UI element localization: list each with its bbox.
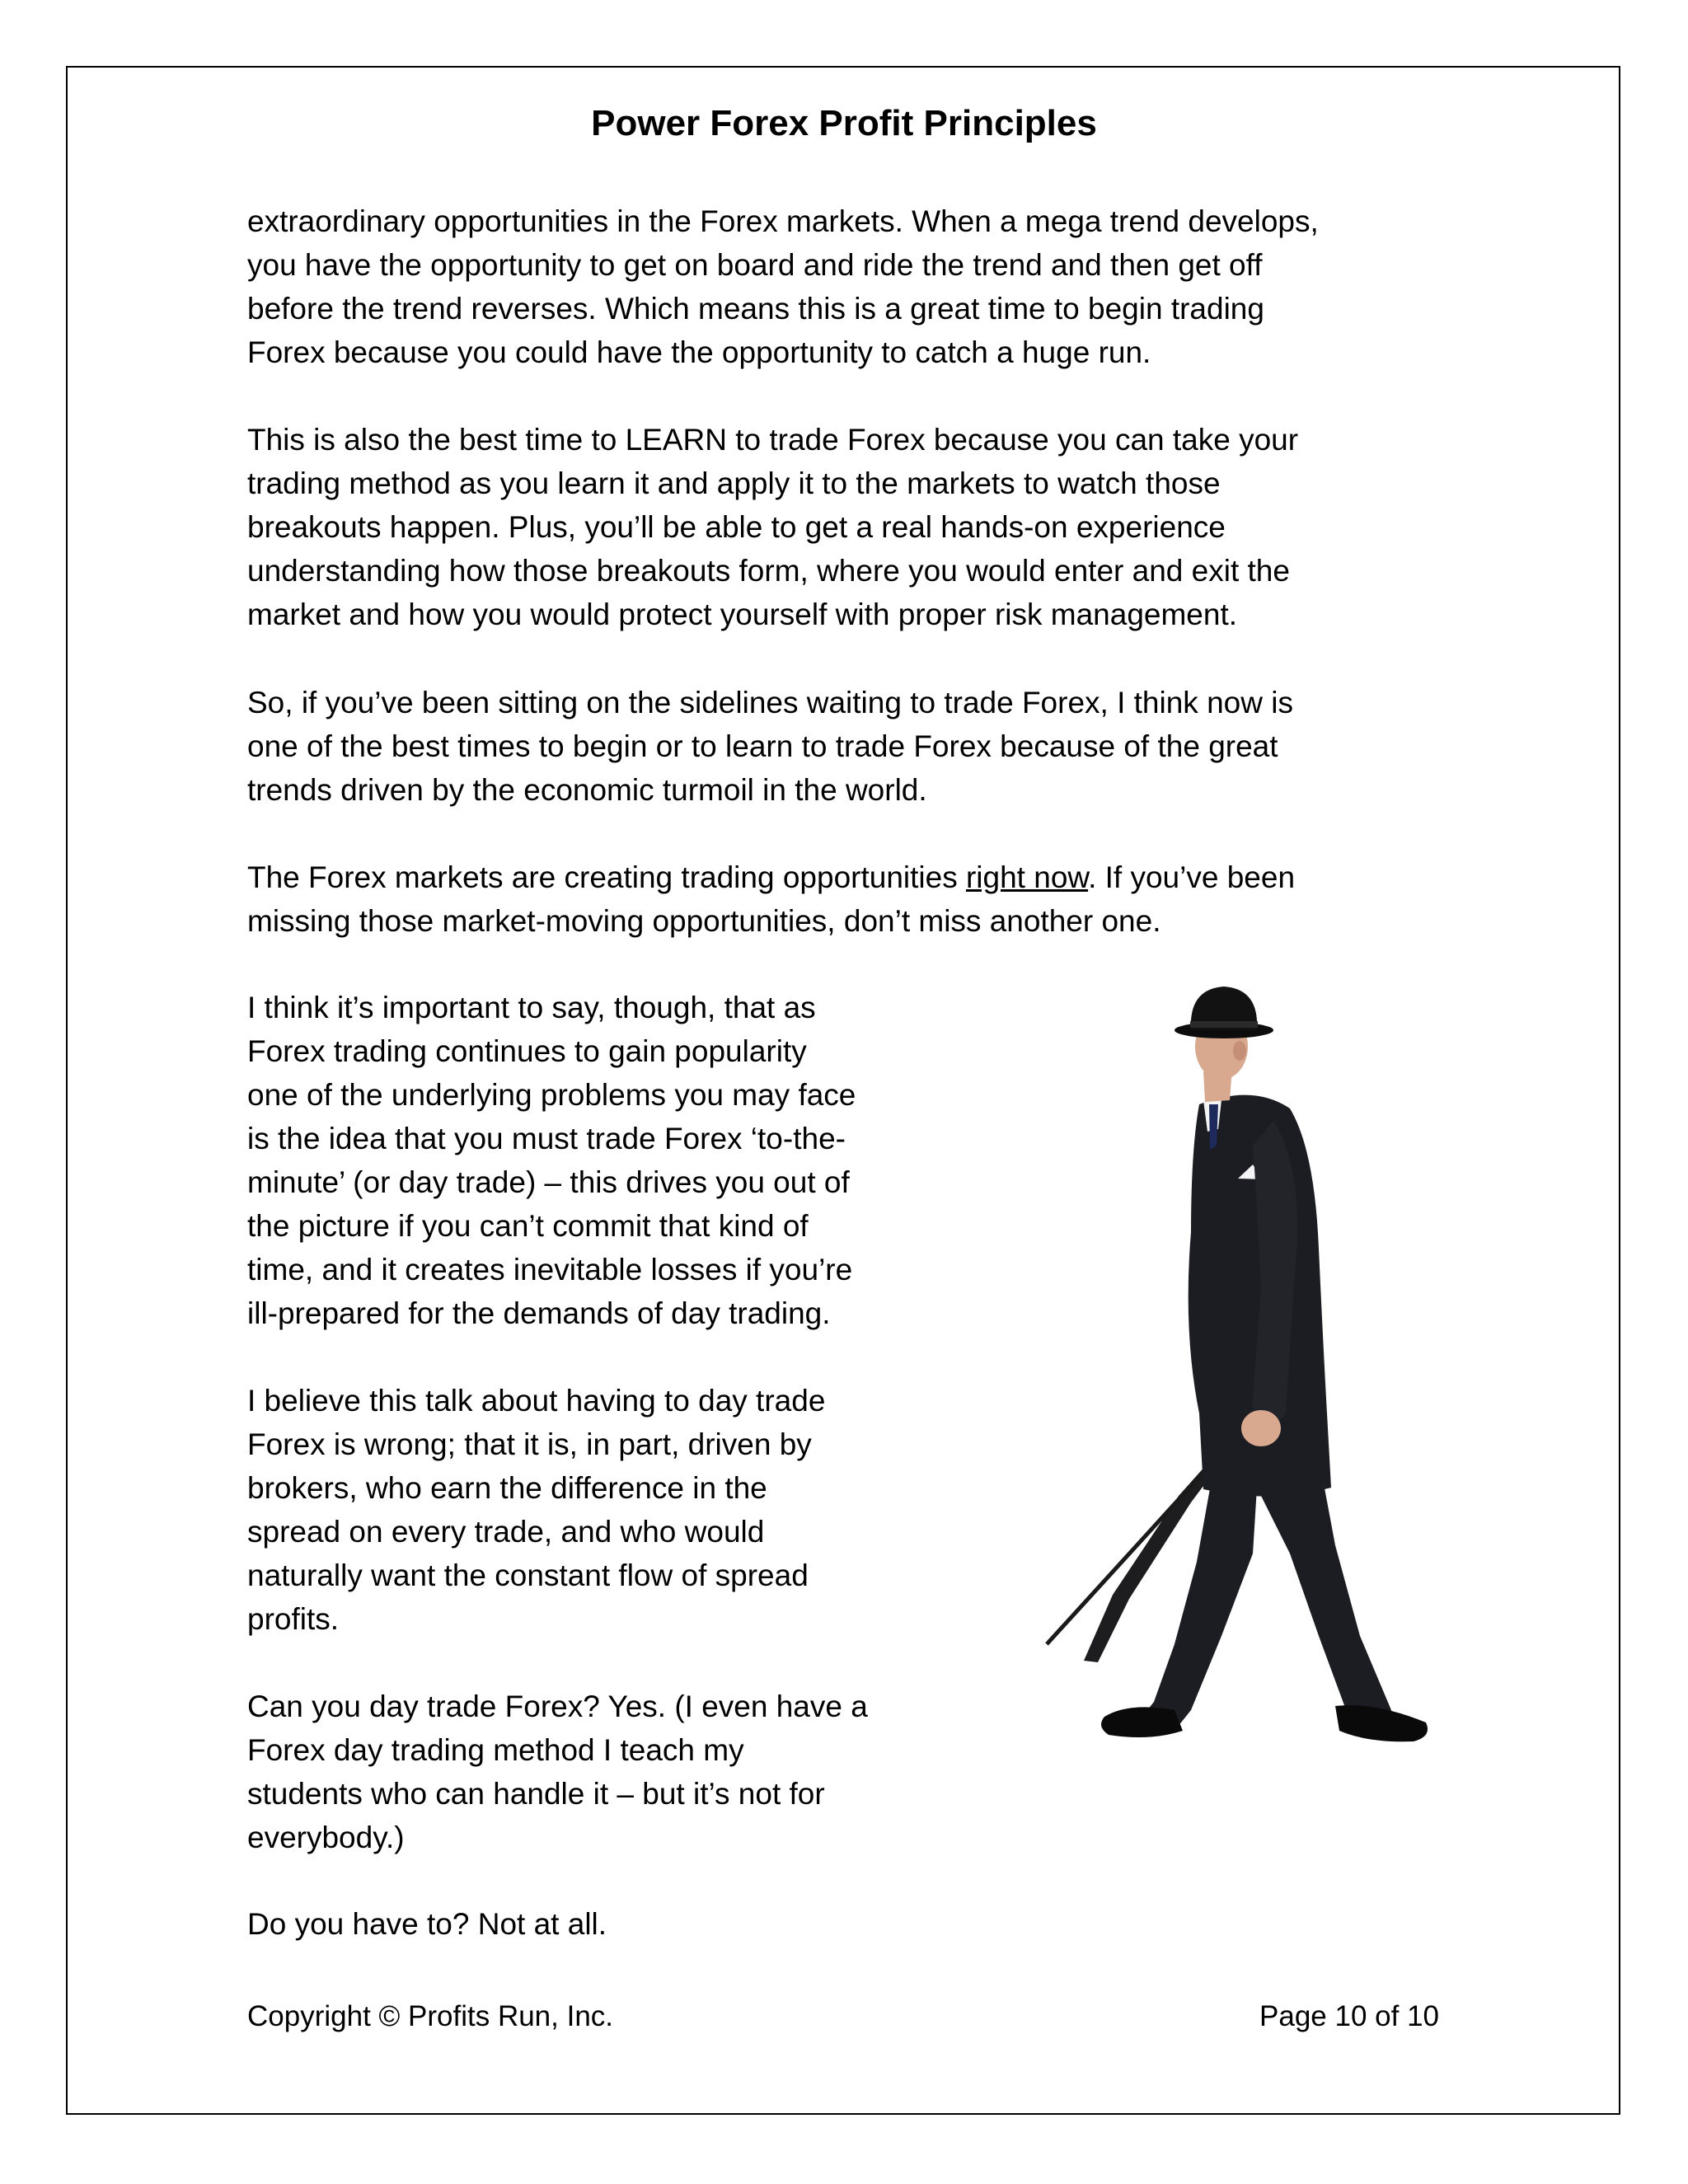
paragraph-3 xyxy=(247,681,1293,812)
footer-copyright: Copyright © Profits Run, Inc. xyxy=(247,2000,614,2032)
text-line: profits. xyxy=(247,1602,340,1636)
text-line: trading method as you learn it and apply it to the markets to watch those xyxy=(247,466,1221,500)
text-line: time, and it creates inevitable losses if you’re xyxy=(247,1253,853,1286)
text-line: the picture if you can’t commit that kind of xyxy=(247,1209,809,1243)
text-line: you have the opportunity to get on board and ride the trend and then get off xyxy=(247,248,1263,282)
text-line: is the idea that you must trade Forex ‘to-the- xyxy=(247,1122,846,1155)
footer-page-number: Page 10 of 10 xyxy=(1259,2000,1439,2032)
text-line: Forex is wrong; that it is, in part, driven by xyxy=(247,1427,812,1461)
text-line: extraordinary opportunities in the Forex markets. When a mega trend develops, xyxy=(247,204,1319,238)
text-line: breakouts happen. Plus, you’ll be able to get a real hands-on experience xyxy=(247,510,1226,544)
text-line: I believe this talk about having to day trade xyxy=(247,1384,826,1418)
text-line: Forex trading continues to gain popularity xyxy=(247,1034,807,1068)
text-line: trends driven by the economic turmoil in the world. xyxy=(247,773,927,807)
text-line xyxy=(247,855,1295,899)
paragraph-2 xyxy=(247,418,1298,636)
text-line: brokers, who earn the difference in the xyxy=(247,1471,767,1505)
page-title: Power Forex Profit Principles xyxy=(591,103,1097,143)
text-line: before the trend reverses. Which means this is a great time to begin trading xyxy=(247,292,1264,326)
back-shoe xyxy=(1101,1707,1183,1737)
text-line: Do you have to? Not at all. xyxy=(247,1907,607,1941)
walking-businessman-illustration xyxy=(1006,985,1451,1793)
paragraph-7 xyxy=(247,1685,868,1859)
text-line: This is also the best time to LEARN to trade Forex because you can take your xyxy=(247,423,1299,457)
text-line: one of the underlying problems you may face xyxy=(247,1078,856,1112)
text-line: ill-prepared for the demands of day trading. xyxy=(247,1296,831,1330)
underlined-emphasis: right now xyxy=(965,860,1089,894)
text-line: market and how you would protect yourself with proper risk management. xyxy=(247,598,1238,631)
text-line: Forex because you could have the opportunity to catch a huge run. xyxy=(247,335,1151,369)
front-leg xyxy=(1253,1479,1391,1727)
text-line: everybody.) xyxy=(247,1821,405,1854)
text-line: Forex day trading method I teach my xyxy=(247,1733,744,1767)
text-segment: The Forex markets are creating trading opportunities xyxy=(247,860,966,894)
front-shoe xyxy=(1335,1705,1428,1741)
text-line: I think it’s important to say, though, that as xyxy=(247,991,816,1024)
text-line: understanding how those breakouts form, where you would enter and exit the xyxy=(247,554,1290,588)
paragraph-6 xyxy=(247,1379,825,1641)
text-line: Can you day trade Forex? Yes. (I even have a xyxy=(247,1690,868,1723)
text-line: naturally want the constant flow of spread xyxy=(247,1558,809,1592)
paragraph-4 xyxy=(247,855,1295,943)
paragraph-1 xyxy=(247,199,1319,374)
ear xyxy=(1233,1041,1246,1061)
paragraph-8 xyxy=(247,1902,607,1946)
text-line: one of the best times to begin or to learn to trade Forex because of the great xyxy=(247,729,1278,763)
text-line: minute’ (or day trade) – this drives you out of xyxy=(247,1165,850,1199)
back-leg xyxy=(1137,1479,1257,1731)
bowler-hat-icon xyxy=(1175,987,1273,1038)
paragraph-5 xyxy=(247,986,856,1335)
text-line: missing those market-moving opportunities, don’t miss another one. xyxy=(247,904,1161,938)
text-line: students who can handle it – but it’s not for xyxy=(247,1777,825,1811)
text-line: spread on every trade, and who would xyxy=(247,1515,765,1549)
text-segment: . If you’ve been xyxy=(1088,860,1296,894)
text-line: So, if you’ve been sitting on the sidelines waiting to trade Forex, I think now is xyxy=(247,686,1293,719)
hand xyxy=(1241,1410,1281,1446)
